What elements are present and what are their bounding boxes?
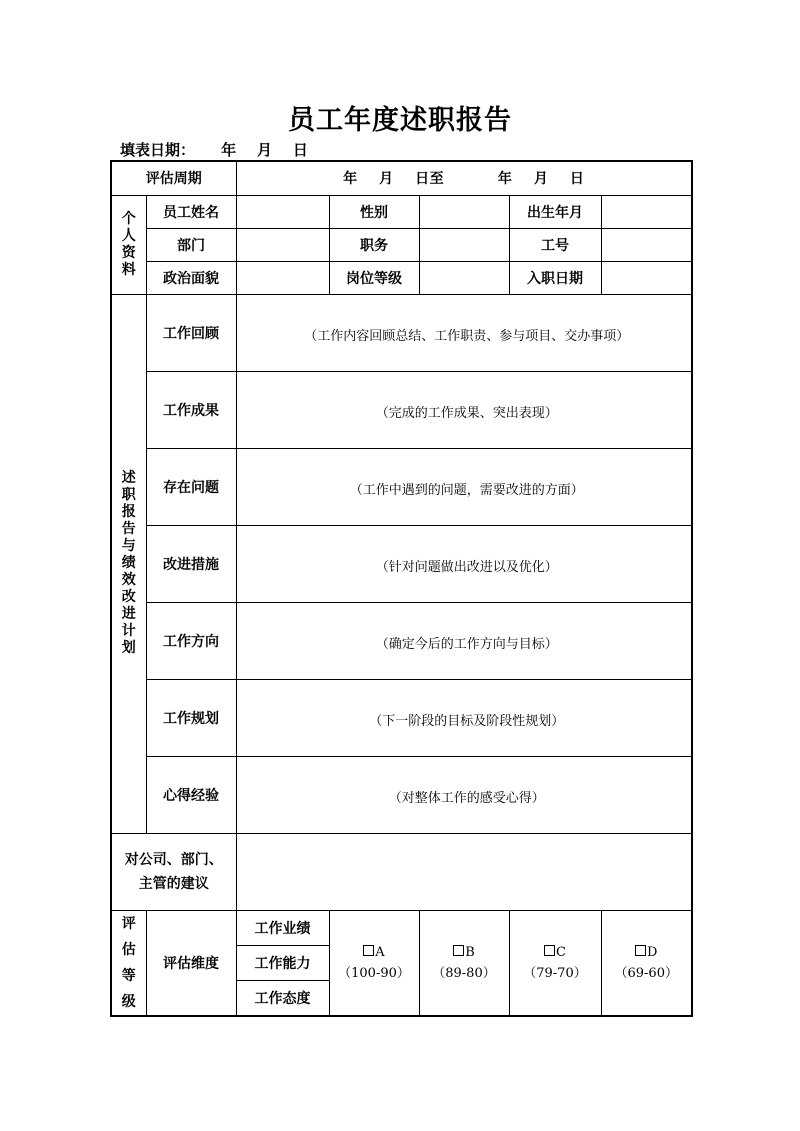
report-row-input[interactable]	[236, 756, 692, 833]
report-row-hint: （针对问题做出改进以及优化）	[375, 559, 558, 575]
dimension-label: 评估维度	[163, 955, 219, 972]
fill-date: 填表日期： 年 月 日	[120, 141, 308, 159]
gender-input-cell[interactable]	[419, 195, 509, 228]
report-row-hint: （对整体工作的感受心得）	[388, 790, 545, 806]
report-row-input[interactable]	[236, 679, 692, 756]
personal-section-label: 个人资料	[121, 210, 136, 278]
report-row-label-cell	[146, 602, 236, 679]
report-row-hint: （完成的工作成果、突出表现）	[375, 405, 558, 421]
report-row-label-cell	[146, 448, 236, 525]
gender-label-cell	[329, 195, 419, 228]
report-row-input[interactable]	[236, 602, 692, 679]
suggestion-label-line1: 对公司、部门、	[124, 851, 223, 868]
id-label-cell	[509, 228, 601, 261]
checkbox-icon[interactable]	[363, 945, 374, 956]
job-grade-input-cell[interactable]	[419, 261, 509, 294]
suggestion-row	[111, 833, 692, 910]
dimension-item-cell	[236, 945, 329, 980]
grade-b-letter: B	[465, 944, 475, 960]
grade-d-range: （69-60）	[614, 965, 678, 981]
personal-row-2	[111, 228, 692, 261]
dimension-item-cell	[236, 980, 329, 1015]
suggestion-label-line2: 主管的建议	[138, 875, 209, 892]
dimension-item: 工作态度	[254, 990, 311, 1007]
report-form-table	[110, 160, 693, 1017]
name-input-cell[interactable]	[236, 195, 329, 228]
position-label: 职务	[360, 237, 388, 254]
dept-label-cell	[146, 228, 236, 261]
dept-label: 部门	[177, 237, 205, 254]
report-row-label: 工作方向	[163, 633, 219, 650]
hire-label: 入职日期	[527, 270, 583, 287]
report-row-label-cell	[146, 371, 236, 448]
report-row-label-cell	[146, 294, 236, 371]
report-row-label-cell	[146, 679, 236, 756]
grade-a-range: （100-90）	[338, 965, 410, 981]
report-row-label-cell	[146, 756, 236, 833]
id-label: 工号	[541, 237, 569, 254]
dimension-item: 工作能力	[254, 955, 311, 972]
checkbox-icon[interactable]	[453, 945, 464, 956]
period-label: 评估周期	[145, 171, 202, 188]
report-row-input[interactable]	[236, 448, 692, 525]
evaluation-section-label: 评估等级	[121, 915, 136, 1010]
checkbox-icon[interactable]	[544, 945, 555, 956]
grade-a-letter: A	[375, 944, 385, 960]
report-row-hint: （工作内容回顾总结、工作职责、参与项目、交办事项）	[304, 328, 630, 344]
political-input-cell[interactable]	[236, 261, 329, 294]
grade-b-option[interactable]	[419, 910, 509, 1016]
job-grade-label-cell	[329, 261, 419, 294]
position-label-cell	[329, 228, 419, 261]
report-section-label: 述职报告与绩效改进计划	[121, 470, 136, 656]
gender-label: 性别	[360, 204, 388, 221]
dimension-label-cell	[146, 910, 236, 1016]
personal-row-3	[111, 261, 692, 294]
birth-label: 出生年月	[527, 204, 583, 221]
report-row-label: 存在问题	[163, 479, 219, 496]
report-row	[111, 525, 692, 602]
name-label: 员工姓名	[163, 204, 219, 221]
report-row	[111, 756, 692, 833]
personal-row-1	[111, 195, 692, 228]
report-row	[111, 294, 692, 371]
grade-a-option[interactable]	[329, 910, 419, 1016]
report-section-label-cell	[111, 294, 146, 833]
report-row-hint: （下一阶段的目标及阶段性规划）	[369, 713, 565, 729]
suggestion-label-cell	[111, 833, 236, 910]
id-input-cell[interactable]	[601, 228, 692, 261]
hire-input-cell[interactable]	[601, 261, 692, 294]
political-label: 政治面貌	[163, 270, 219, 287]
report-row-input[interactable]	[236, 294, 692, 371]
grade-c-option[interactable]	[509, 910, 601, 1016]
report-row-label: 改进措施	[163, 556, 219, 573]
period-value-cell[interactable]	[236, 161, 692, 195]
grade-d-option[interactable]	[601, 910, 692, 1016]
dimension-item: 工作业绩	[254, 920, 311, 937]
suggestion-input[interactable]	[236, 833, 692, 910]
political-label-cell	[146, 261, 236, 294]
grade-d-letter: D	[647, 944, 658, 960]
page-title: 员工年度述职报告	[288, 105, 512, 136]
report-row	[111, 679, 692, 756]
report-row	[111, 448, 692, 525]
report-row-label-cell	[146, 525, 236, 602]
report-row	[111, 602, 692, 679]
checkbox-icon[interactable]	[635, 945, 646, 956]
name-label-cell	[146, 195, 236, 228]
dept-input-cell[interactable]	[236, 228, 329, 261]
period-label-cell	[111, 161, 236, 195]
grade-c-letter: C	[556, 944, 566, 960]
report-row-label: 心得经验	[163, 787, 219, 804]
birth-input-cell[interactable]	[601, 195, 692, 228]
period-row	[111, 161, 692, 195]
job-grade-label: 岗位等级	[346, 270, 402, 287]
birth-label-cell	[509, 195, 601, 228]
report-row-label: 工作规划	[163, 710, 219, 727]
grade-c-range: （79-70）	[523, 965, 587, 981]
hire-label-cell	[509, 261, 601, 294]
personal-section-label-cell	[111, 195, 146, 294]
report-row-label: 工作回顾	[163, 325, 219, 342]
report-row-hint: （工作中遇到的问题，需要改进的方面）	[349, 482, 584, 498]
evaluation-row-1	[111, 910, 692, 945]
report-row-label: 工作成果	[163, 402, 219, 419]
period-value: 年 月 日至 年 月 日	[343, 171, 585, 188]
dimension-item-cell	[236, 910, 329, 945]
report-row-hint: （确定今后的工作方向与目标）	[375, 636, 558, 652]
evaluation-section-label-cell	[111, 910, 146, 1016]
grade-b-range: （89-80）	[432, 965, 496, 981]
position-input-cell[interactable]	[419, 228, 509, 261]
report-row-input[interactable]	[236, 525, 692, 602]
report-row	[111, 371, 692, 448]
report-row-input[interactable]	[236, 371, 692, 448]
